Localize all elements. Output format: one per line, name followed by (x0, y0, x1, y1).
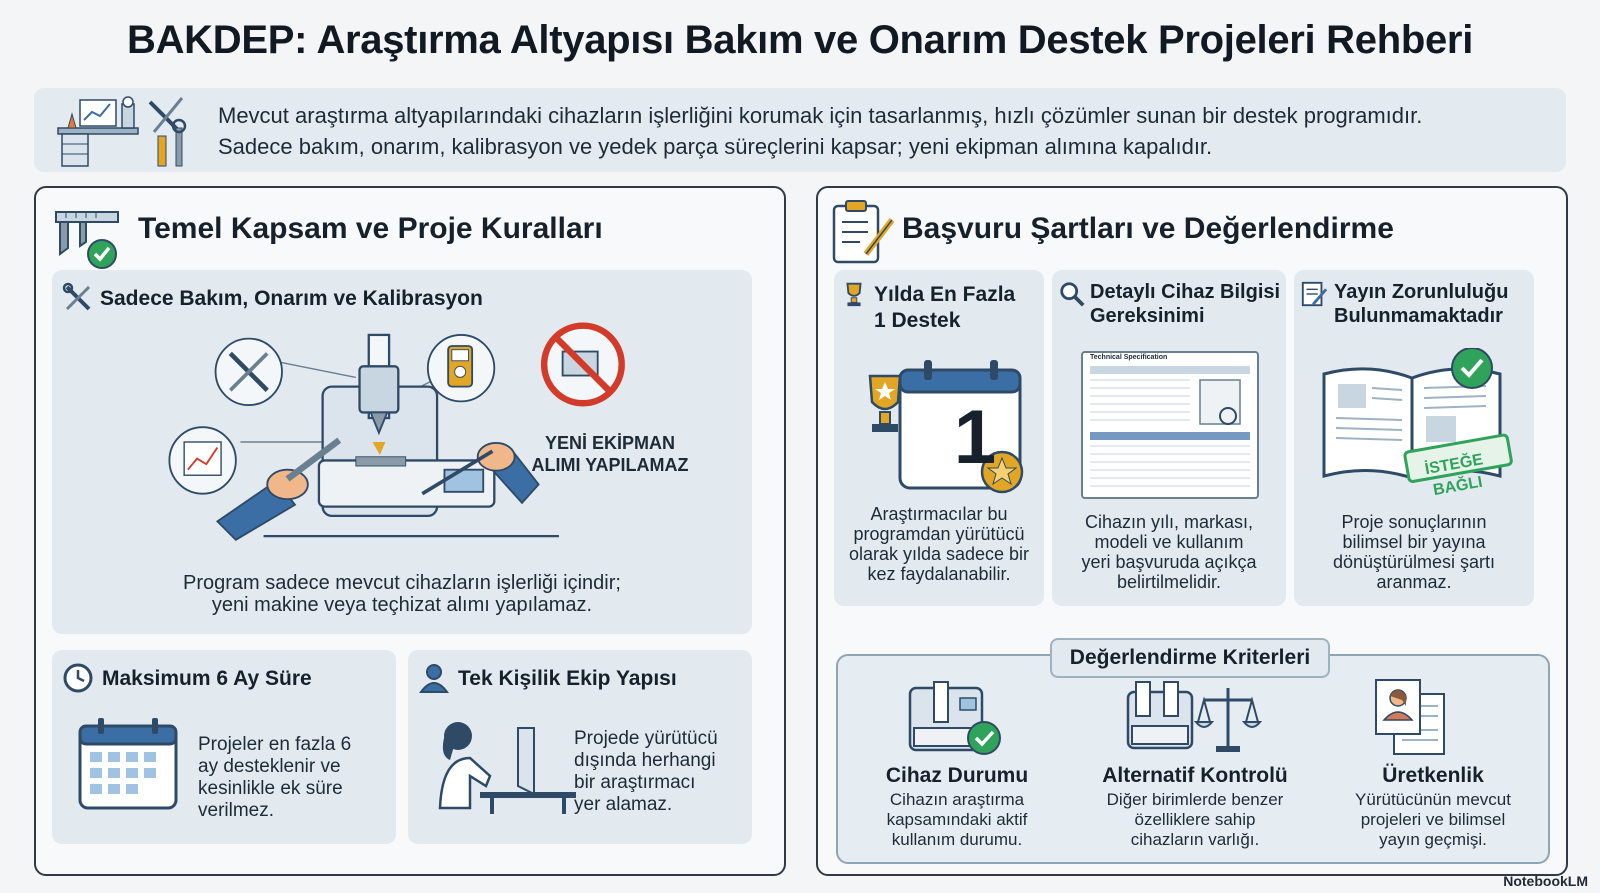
brand-label: NotebookLM (1503, 873, 1588, 889)
intro-banner (34, 88, 1566, 172)
device-info-line-2: modeli ve kullanım (1094, 532, 1244, 552)
yearly-limit-line-4: kez faydalanabilir. (867, 564, 1011, 584)
device-info-line-4: belirtilmelidir. (1116, 572, 1222, 592)
clipboard-pencil-icon (826, 198, 898, 266)
magnifier-icon (1058, 280, 1086, 308)
no-publication-line-3: dönüştürülmesi şartı (1332, 552, 1496, 572)
criteria-2-line-1: Diğer birimlerde benzer (1106, 790, 1284, 809)
criteria-3-line-2: projeleri ve bilimsel (1360, 810, 1506, 829)
device-info-line-3: yeri başvuruda açıkça (1081, 552, 1257, 572)
yearly-limit-title-1: Yılda En Fazla (874, 283, 1016, 306)
no-publication-line-1: Proje sonuçlarının (1341, 512, 1487, 532)
criteria-1-line-3: kullanım durumu. (891, 830, 1023, 849)
no-new-equipment-line-1: YENİ EKİPMAN (544, 433, 676, 453)
intro-line-1: Mevcut araştırma altyapılarındaki cihazların işlerliğini korumak için tasarlanmış, hızlı çözümler sunan bir destek programıdır. (218, 103, 1423, 128)
criteria-2-title: Alternatif Kontrolü (1102, 764, 1288, 787)
criteria-3-line-1: Yürütücünün mevcut (1355, 790, 1511, 809)
criteria-1-line-2: kapsamındaki aktif (886, 810, 1028, 829)
evaluation-criteria-box (836, 646, 1550, 864)
no-publication-line-4: aranmaz. (1376, 572, 1452, 592)
optional-stamp: İSTEĞE BAĞLI (1423, 451, 1485, 500)
yearly-limit-card (834, 270, 1044, 606)
no-publication-title-2: Bulunmamaktadır (1334, 305, 1503, 327)
criteria-3-line-3: yayın geçmişi. (1379, 830, 1487, 849)
duration-line-1: Projeler en fazla 6 (198, 734, 352, 755)
trophy-icon (840, 280, 868, 308)
no-publication-card (1294, 270, 1534, 606)
criteria-1-line-1: Cihazın araştırma (889, 790, 1025, 809)
criteria-3-title: Üretkenlik (1382, 764, 1484, 787)
duration-line-4: verilmez. (198, 800, 275, 821)
person-icon (418, 662, 450, 694)
tools-icon (62, 282, 94, 314)
single-person-team-card (408, 650, 752, 844)
team-line-2: dışında herhangi (574, 750, 716, 771)
yearly-limit-line-2: programdan yürütücü (853, 524, 1025, 544)
lab-workbench-icon (50, 92, 220, 170)
device-info-card (1052, 270, 1286, 606)
doc-heading: Technical Specification (1090, 354, 1168, 361)
calendar-icon (76, 716, 180, 812)
technical-specification-document-icon (1080, 350, 1260, 500)
max-duration-card (52, 650, 396, 844)
maintenance-scope-card (52, 270, 752, 634)
caliper-check-icon (52, 202, 124, 270)
yearly-limit-title-2: 1 Destek (874, 309, 961, 332)
team-line-4: yer alamaz. (574, 794, 673, 815)
scope-rules-title: Temel Kapsam ve Proje Kuralları (138, 212, 603, 245)
team-line-3: bir araştırmacı (574, 772, 696, 793)
application-evaluation-title: Başvuru Şartları ve Değerlendirme (902, 212, 1394, 245)
scope-text-line-2: yeni makine veya teçhizat alımı yapılamaz. (211, 594, 593, 616)
max-duration-title: Maksimum 6 Ay Süre (102, 667, 312, 690)
page-title: BAKDEP: Araştırma Altyapısı Bakım ve Onarım Destek Projeleri Rehberi (126, 18, 1474, 62)
scope-text-line-1: Program sadece mevcut cihazların işlerliği içindir; (183, 572, 621, 594)
alternative-check-icon (1124, 678, 1264, 758)
device-status-icon (904, 678, 1004, 758)
scope-rules-panel (34, 186, 786, 876)
researcher-at-computer-icon (430, 716, 580, 816)
criteria-2-line-3: cihazların varlığı. (1130, 830, 1260, 849)
criteria-1-title: Cihaz Durumu (885, 764, 1029, 787)
criteria-2-line-2: özelliklere sahip (1134, 810, 1256, 829)
application-evaluation-panel (816, 186, 1568, 876)
productivity-profile-icon (1372, 674, 1452, 758)
no-publication-title-1: Yayın Zorunluluğu (1334, 281, 1509, 303)
duration-line-2: ay desteklenir ve (198, 756, 341, 777)
device-info-title-2: Gereksinimi (1090, 305, 1205, 327)
team-line-1: Projede yürütücü (574, 728, 718, 749)
device-info-title-1: Detaylı Cihaz Bilgisi (1090, 281, 1281, 303)
device-info-line-1: Cihazın yılı, markası, (1084, 512, 1254, 532)
no-publication-line-2: bilimsel bir yayına (1342, 532, 1486, 552)
yearly-limit-line-1: Araştırmacılar bu (870, 504, 1008, 524)
calendar-number: 1 (953, 395, 997, 480)
clock-icon (62, 662, 94, 694)
evaluation-criteria-label: Değerlendirme Kriterleri (1050, 638, 1330, 678)
no-new-equipment-line-2: ALIMI YAPILAMAZ (531, 455, 689, 475)
intro-line-2: Sadece bakım, onarım, kalibrasyon ve yedek parça süreçlerini kapsar; yeni ekipman alımına kapalıdır. (218, 134, 1213, 159)
duration-line-3: kesinlikle ek süre (198, 778, 343, 799)
yearly-limit-line-3: olarak yılda sadece bir (848, 544, 1030, 564)
document-pencil-icon (1300, 280, 1328, 308)
maintenance-scope-title: Sadece Bakım, Onarım ve Kalibrasyon (100, 287, 483, 310)
single-person-team-title: Tek Kişilik Ekip Yapısı (458, 667, 677, 690)
